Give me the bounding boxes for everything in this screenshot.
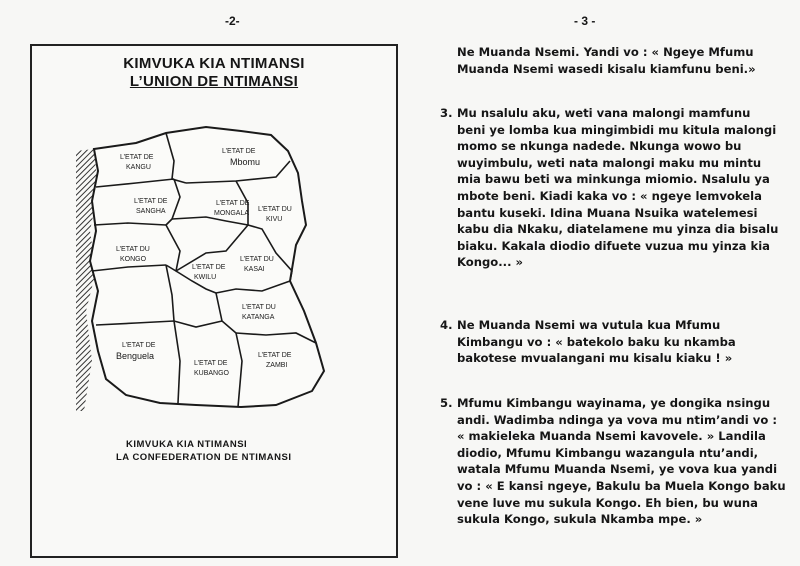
map-label-benguela-1: L’ETAT DE	[122, 342, 156, 349]
map-label-kongo-2: KONGO	[120, 256, 147, 263]
map-label-kwilu-2: KWILU	[194, 274, 217, 281]
paragraph-lines	[457, 395, 787, 528]
paragraph-line: diodio, Mfumu Kimbangu wazangula ntu’andi,	[457, 445, 759, 460]
left-page-frame	[30, 44, 398, 558]
map-label-kangu-2: KANGU	[126, 164, 151, 171]
map-caption-line-2: LA CONFEDERATION DE NTIMANSI	[116, 452, 292, 463]
paragraph-line: watala Mfumu Muanda Nsemi, ye vova kua yandi	[457, 462, 778, 477]
paragraph-line: sukula Kongo, sukula Nkamba mpe. »	[457, 512, 703, 527]
map-label-zambi-1: L’ETAT DE	[258, 352, 292, 359]
paragraph-line: bantu kuseki. Idina Muana Nsuika watelemesi	[457, 205, 758, 220]
paragraph-line: « makieleka Muanda Nsemi kavovele. » Landila	[457, 429, 766, 444]
intro-line: Ne Muanda Nsemi. Yandi vo : « Ngeye Mfumu	[457, 45, 754, 59]
paragraph-line: bakotese mvualangani mu kisalu kiaku ! »	[457, 351, 733, 366]
paragraph-line: biaku. Kakala diodio difuete vuzua mu yinza kia	[457, 238, 771, 253]
paragraph-line: mbote beni. Kiadi kaka vo : « ngeye lemvokela	[457, 188, 762, 203]
paragraph-line: kabu dia Nkaku, diatelamene mu yinza dia bisalu	[457, 222, 779, 237]
paragraph-line: Kimbangu vo : « batekolo baku ku nkamba	[457, 334, 736, 349]
title-line-2: L’UNION DE NTIMANSI	[129, 73, 299, 90]
map-label-kongo-1: L’ETAT DU	[116, 246, 150, 253]
paragraph-number: 4.	[440, 318, 453, 332]
map-caption-line-1: KIMVUKA KIA NTIMANSI	[126, 439, 248, 450]
map-label-mbomu-2: Mbomu	[230, 157, 261, 167]
map-label-kubango-2: KUBANGO	[194, 370, 230, 377]
map-label-kasai-2: KASAI	[244, 266, 265, 273]
map-label-zambi-2: ZAMBI	[266, 362, 288, 369]
paragraph-line: beni ye lomba kua mingimbidi mu kitula malongi	[457, 122, 777, 137]
paragraph-number: 5.	[440, 396, 453, 410]
map-label-kubango-1: L’ETAT DE	[194, 360, 228, 367]
map-svg	[76, 121, 344, 411]
map-label-kangu-1: L’ETAT DE	[120, 154, 154, 161]
map-label-katanga-1: L’ETAT DU	[242, 304, 276, 311]
map-label-mongala-1: L’ETAT DE	[216, 200, 250, 207]
page-number-left: -2-	[225, 14, 240, 28]
paragraph-line: Mu nsalulu aku, weti vana malongi mamfunu	[457, 106, 751, 120]
map-label-mbomu-1: L’ETAT DE	[222, 148, 256, 155]
map-label-mongala-2: MONGALA	[214, 210, 250, 217]
map-label-benguela-2: Benguela	[116, 351, 155, 361]
map-label-katanga-2: KATANGA	[242, 314, 275, 321]
paragraph-line: Kongo... »	[457, 255, 524, 270]
title-line-1: KIMVUKA KIA NTIMANSI	[123, 55, 305, 72]
paragraph-line: momo se nkunga nadede. Nkunga wowo bu	[457, 139, 742, 154]
map-label-sangha-2: SANGHA	[136, 208, 166, 215]
map-label-kasai-1: L’ETAT DU	[240, 256, 274, 263]
paragraph-line: vene luve mu sukula Kongo. Eh bien, bu wuna	[457, 495, 758, 510]
paragraph-line: wuyimbulu, weti nata malongi maku mu mintu	[457, 155, 762, 170]
paragraph-lines	[457, 317, 787, 367]
intro-line: Muanda Nsemi wasedi kisalu kiamfunu beni.»	[457, 61, 756, 76]
paragraph-line: vo : « E kansi ngeye, Bakulu ba Muela Kongo baku	[457, 478, 786, 493]
paragraph-lines	[457, 105, 787, 271]
page-number-right: - 3 -	[574, 14, 596, 28]
intro-lines	[457, 44, 787, 77]
paragraph-line: mia bawu beti wa minkunga miomio. Nsalulu ya	[457, 172, 770, 187]
paragraph-line: Mfumu Kimbangu wayinama, ye dongika nsingu	[457, 396, 771, 410]
map-label-kivu-1: L’ETAT DU	[258, 206, 292, 213]
confederation-map	[76, 121, 344, 411]
map-label-sangha-1: L’ETAT DE	[134, 198, 168, 205]
map-label-kivu-2: KIVU	[266, 216, 283, 223]
paragraph-line: andi. Wadimba ndinga ya vova mu ntim’andi vo :	[457, 412, 778, 427]
paragraph-number: 3.	[440, 106, 453, 120]
map-label-kwilu-1: L’ETAT DE	[192, 264, 226, 271]
paragraph-line: Ne Muanda Nsemi wa vutula kua Mfumu	[457, 318, 721, 332]
